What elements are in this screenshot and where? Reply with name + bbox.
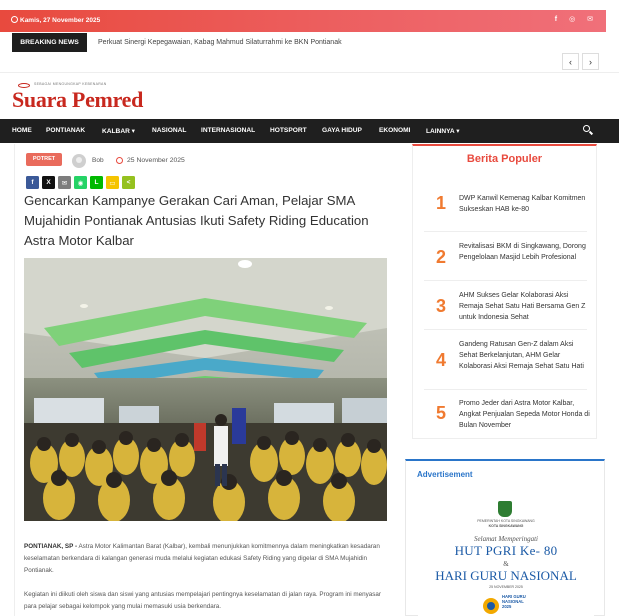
- ad-greeting: Selamat Memperingati: [474, 535, 538, 543]
- rank-number: 3: [436, 296, 447, 316]
- nav-item-home[interactable]: HOME: [12, 127, 32, 134]
- dateline: PONTIANAK, SP -: [24, 543, 78, 550]
- list-item-title[interactable]: Promo Jeder dari Astra Motor Kalbar, Angkat Penjualan Sepeda Motor Honda di Bulan November: [459, 400, 590, 429]
- ad-amp: &: [503, 560, 509, 568]
- avatar: [72, 154, 86, 168]
- sms-share-button[interactable]: ▭: [106, 176, 119, 189]
- paragraph: Kegiatan ini diikuti oleh siswa dan siswi yang antusias mempelajari pentingnya keselamatan di jalan raya. Program ini menyasar para pelajar sebagai kelompok yang mulai memasuki usia berkendara.: [24, 591, 382, 610]
- ad-line2: HARI GURU NASIONAL: [435, 568, 577, 583]
- article: [14, 144, 395, 616]
- ad-date: 25 NOVEMBER 2025: [489, 585, 523, 589]
- hgn-logo-text: HARI GURU NASIONAL 2025: [502, 594, 526, 609]
- breaking-news-label: BREAKING NEWS: [12, 33, 87, 52]
- more-share-button[interactable]: <: [122, 176, 135, 189]
- rank-number: 1: [436, 193, 447, 213]
- ad-org: PEMERINTAH KOTA SINGKAWANG: [477, 519, 535, 523]
- list-item[interactable]: [424, 232, 587, 281]
- ticker-prev-button[interactable]: ‹: [562, 53, 579, 70]
- list-item-title[interactable]: DWP Kanwil Kemenag Kalbar Komitmen Sukseskan HAB ke-80: [459, 195, 586, 213]
- logo-tagline: SEBAGAI MENGUNGKAP KEBENARAN: [34, 82, 107, 86]
- nav-item-nasional[interactable]: NASIONAL: [152, 127, 187, 134]
- list-item[interactable]: [424, 330, 587, 390]
- divider: [0, 72, 619, 73]
- list-item-title[interactable]: AHM Sukses Gelar Kolaborasi Aksi Remaja Sehat Satu Hati Bersama Gen Z untuk Indonesia Sehat: [459, 292, 586, 321]
- list-item[interactable]: [424, 281, 587, 330]
- top-bar: [0, 10, 606, 32]
- breaking-news-ticker[interactable]: Perkuat Sinergi Kepegawaian, Kabag Mahmud Silaturrahmi ke BKN Pontianak: [98, 39, 342, 46]
- article-body: [24, 541, 389, 616]
- ad-city: KOTA SINGKAWANG: [488, 524, 524, 528]
- ticker-controls: [562, 53, 599, 70]
- nav-item-gaya-hidup[interactable]: GAYA HIDUP: [322, 127, 362, 134]
- paragraph: Astra Motor Kalimantan Barat (Kalbar), kembali menunjukkan komitmennya dalam meningkatkan kesadaran keselamatan berkendara di kalangan generasi muda melalui kegiatan edukasi Safety Riding yang digelar di SMA Mujahidin Pontianak.: [24, 543, 380, 574]
- share-buttons: [26, 176, 135, 189]
- list-item[interactable]: [424, 390, 590, 438]
- current-date: [11, 16, 100, 24]
- nav-item-hotsport[interactable]: HOTSPORT: [270, 127, 307, 134]
- widget-title: Berita Populer: [466, 153, 543, 165]
- rank-number: 2: [436, 247, 447, 267]
- list-item-title[interactable]: Gandeng Ratusan Gen-Z dalam Aksi Sehat Berkelanjutan, AHM Gelar Kolaborasi Aksi Remaja Sehat Satu Hati: [459, 341, 584, 370]
- clock-icon: [11, 16, 18, 23]
- current-date-text: Kamis, 27 November 2025: [20, 17, 101, 24]
- rank-number: 4: [436, 350, 447, 370]
- category-badge[interactable]: POTRET: [26, 153, 62, 166]
- rank-number: 5: [436, 403, 447, 423]
- line-share-button[interactable]: L: [90, 176, 103, 189]
- page-title: Gencarkan Kampanye Gerakan Cari Aman, Pelajar SMA Mujahidin Pontianak Antusias Ikuti Safety Riding Education Astra Motor Kalbar: [24, 193, 369, 248]
- advertisement: [405, 459, 605, 616]
- email-share-button[interactable]: ✉: [58, 176, 71, 189]
- social-links[interactable]: f ◎ ✉: [554, 16, 598, 23]
- popular-list: [424, 183, 590, 438]
- x-share-button[interactable]: X: [42, 176, 55, 189]
- logo-name: Suara Pemred: [12, 87, 144, 112]
- nav-item-ekonomi[interactable]: EKONOMI: [379, 127, 411, 134]
- nav-item-kalbar[interactable]: KALBAR ▾: [102, 128, 135, 135]
- clock-icon: [116, 157, 123, 164]
- nav-item-lainnya[interactable]: LAINNYA ▾: [426, 128, 460, 135]
- whatsapp-share-button[interactable]: ◉: [74, 176, 87, 189]
- classroom-photo: [24, 258, 387, 521]
- main-nav: [0, 119, 619, 143]
- ad-label: Advertisement: [417, 470, 473, 479]
- ticker-next-button[interactable]: ›: [582, 53, 599, 70]
- article-hero-image: [24, 258, 387, 521]
- nav-item-internasional[interactable]: INTERNASIONAL: [201, 127, 256, 134]
- publish-date: 25 November 2025: [127, 157, 185, 164]
- search-icon[interactable]: [582, 124, 596, 138]
- nav-item-pontianak[interactable]: PONTIANAK: [46, 127, 86, 134]
- list-item[interactable]: [424, 183, 587, 232]
- facebook-share-button[interactable]: f: [26, 176, 39, 189]
- ad-banner[interactable]: [418, 499, 594, 616]
- author-name[interactable]: Bob: [92, 157, 104, 164]
- ad-line1: HUT PGRI Ke- 80: [454, 543, 558, 558]
- city-emblem-icon: [498, 501, 512, 517]
- list-item-title[interactable]: Revitalisasi BKM di Singkawang, Dorong Pengelolaan Masjid Lebih Profesional: [459, 243, 586, 261]
- popular-news-widget: [412, 144, 597, 439]
